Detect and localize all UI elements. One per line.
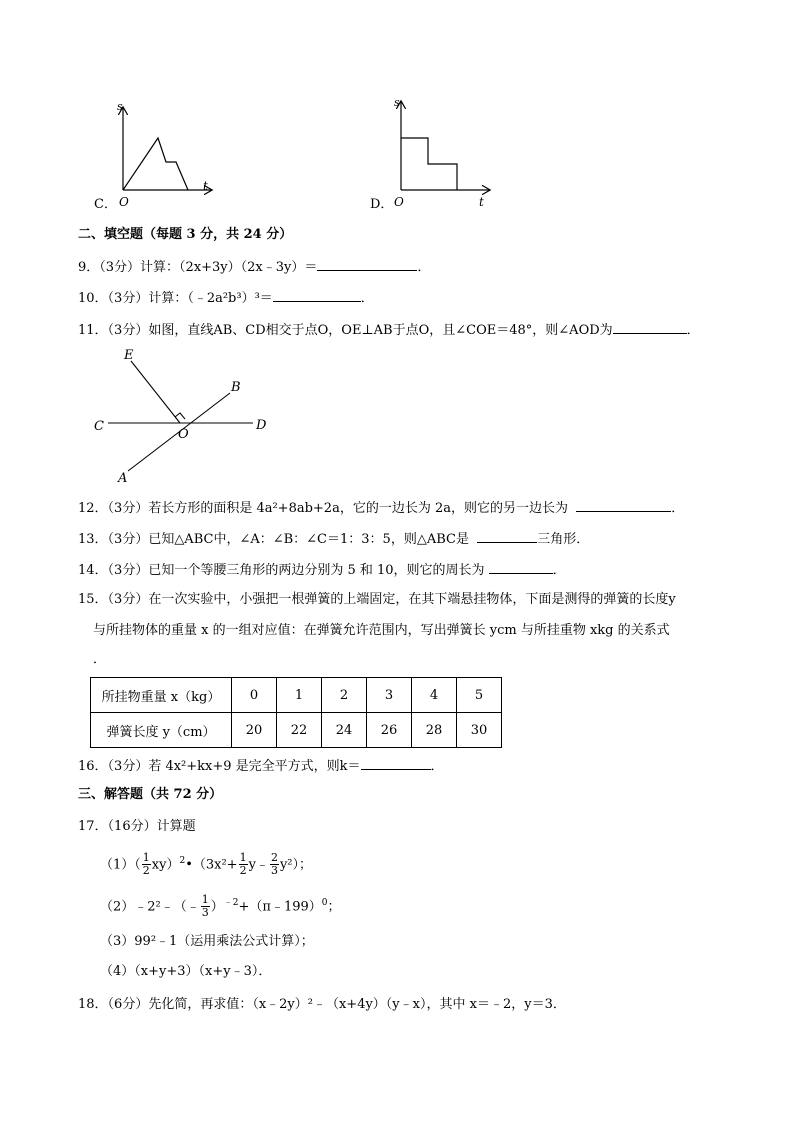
question-17-title: 17．（16分）计算题 bbox=[78, 819, 196, 834]
table-cell: 1 bbox=[277, 678, 322, 713]
q17-p1-e: y²）； bbox=[279, 857, 312, 873]
graph-c-origin: O bbox=[119, 195, 129, 209]
point-o: O bbox=[178, 427, 189, 442]
question-11 bbox=[78, 320, 700, 340]
q17-p2-c: +（π﹣199） bbox=[238, 899, 322, 915]
fraction-numerator: 1 bbox=[201, 893, 209, 907]
q17-p1-b: xy） bbox=[151, 857, 180, 873]
question-16 bbox=[78, 756, 444, 776]
fraction-denominator: 3 bbox=[201, 906, 209, 920]
table-header-weight: 所挂物重量 x（kg） bbox=[91, 678, 232, 713]
fraction bbox=[201, 894, 210, 919]
q17-p1-a: （1）（ bbox=[100, 857, 141, 873]
q17-p2-d: ； bbox=[327, 899, 341, 915]
point-d: D bbox=[256, 418, 267, 433]
graph-d bbox=[366, 98, 506, 216]
q16-end: ． bbox=[430, 759, 444, 774]
q16-answer-blank[interactable] bbox=[361, 756, 431, 770]
graph-c-axis-s: s bbox=[117, 100, 123, 113]
section-3-title: 三、解答题（共 72 分） bbox=[78, 787, 223, 802]
q9-end: ． bbox=[417, 260, 431, 275]
q12-answer-blank[interactable] bbox=[576, 498, 671, 512]
table-cell: 4 bbox=[412, 678, 457, 713]
q14-answer-blank[interactable] bbox=[489, 560, 553, 574]
section-2-title: 二、填空题（每题 3 分，共 24 分） bbox=[78, 227, 293, 242]
table-row bbox=[91, 678, 502, 713]
fraction-numerator: 1 bbox=[142, 851, 150, 865]
question-15-line3: ． bbox=[93, 652, 107, 667]
table-cell: 3 bbox=[367, 678, 412, 713]
table-cell: 30 bbox=[457, 713, 502, 748]
question-10 bbox=[78, 288, 374, 308]
q14-end: ． bbox=[552, 563, 566, 578]
graph-d-origin: O bbox=[394, 195, 404, 209]
table-cell: 24 bbox=[322, 713, 367, 748]
table-cell: 26 bbox=[367, 713, 412, 748]
q17-p2-exp2: 0 bbox=[321, 898, 328, 908]
question-18: 18．（6分）先化简，再求值：（x﹣2y）²﹣（x+4y）（y﹣x），其中 x＝﹣2，y＝3． bbox=[78, 997, 566, 1012]
q17-part-3: （3）99²﹣1（运用乘法公式计算）； bbox=[100, 934, 314, 949]
fraction-denominator: 2 bbox=[142, 864, 150, 878]
graph-c-curve bbox=[123, 138, 188, 190]
q14-text: 14．（3分）已知一个等腰三角形的两边分别为 5 和 10，则它的周长为 bbox=[78, 563, 485, 578]
q12-end: ． bbox=[671, 501, 685, 516]
q10-answer-blank[interactable] bbox=[273, 288, 361, 302]
q17-part-2 bbox=[100, 888, 341, 922]
point-e: E bbox=[124, 348, 134, 363]
fraction-denominator: 2 bbox=[239, 864, 247, 878]
graph-c-axis-t: t bbox=[203, 179, 208, 193]
point-c: C bbox=[94, 419, 104, 434]
spring-table bbox=[90, 677, 502, 748]
table-cell: 2 bbox=[322, 678, 367, 713]
point-b: B bbox=[231, 380, 241, 395]
question-14 bbox=[78, 560, 566, 580]
q13-answer-blank[interactable] bbox=[477, 529, 537, 543]
fraction bbox=[270, 852, 279, 877]
fraction-numerator: 2 bbox=[270, 851, 278, 865]
table-row bbox=[91, 713, 502, 748]
q11-answer-blank[interactable] bbox=[613, 320, 687, 334]
question-12 bbox=[78, 498, 684, 518]
q9-text: 9．（3分）计算：（2x+3y）（2x﹣3y）＝ bbox=[78, 260, 318, 275]
q17-p1-d: y﹣ bbox=[248, 857, 269, 873]
q11-text: 11．（3分）如图，直线AB、CD相交于点O，OE⊥AB于点O，且∠COE＝48°，则∠AOD为 bbox=[78, 323, 613, 338]
q16-text: 16．（3分）若 4x²+kx+9 是完全平方式，则k＝ bbox=[78, 759, 361, 774]
q17-part-4: （4）（x+y+3）（x+y﹣3）． bbox=[100, 964, 272, 979]
q17-p1-exp: 2 bbox=[179, 856, 186, 866]
point-a: A bbox=[118, 471, 128, 486]
fraction-numerator: 1 bbox=[239, 851, 247, 865]
figure-11 bbox=[88, 343, 288, 488]
graph-d-curve bbox=[401, 138, 457, 190]
q13-tail: 三角形． bbox=[537, 532, 590, 547]
question-9 bbox=[78, 257, 430, 277]
q12-text: 12．（3分）若长方形的面积是 4a²+8ab+2a，它的一边长为 2a，则它的另一边长为 bbox=[78, 501, 568, 516]
q17-p2-exp: ﹣2 bbox=[223, 898, 239, 908]
q17-p2-a: （2）﹣2²﹣（﹣ bbox=[100, 899, 200, 915]
table-cell: 5 bbox=[457, 678, 502, 713]
fraction bbox=[142, 852, 151, 877]
graph-c-label: C． bbox=[94, 197, 117, 212]
q17-p1-c: •（3x²+ bbox=[185, 857, 238, 873]
question-13 bbox=[78, 529, 589, 549]
table-header-length: 弹簧长度 y（cm） bbox=[91, 713, 232, 748]
table-cell: 0 bbox=[232, 678, 277, 713]
graph-c bbox=[88, 98, 228, 216]
q10-end: ． bbox=[360, 291, 374, 306]
q13-text: 13．（3分）已知△ABC中，∠A：∠B：∠C＝1：3：5，则△ABC是 bbox=[78, 532, 469, 547]
q10-text: 10．（3分）计算：（﹣2a²b³）³＝ bbox=[78, 291, 273, 306]
fraction bbox=[239, 852, 248, 877]
q17-part-1 bbox=[100, 846, 312, 880]
graph-d-axis-t: t bbox=[479, 195, 484, 209]
question-15-line1: 15．（3分）在一次实验中，小强把一根弹簧的上端固定，在其下端悬挂物体，下面是测得的弹簧的长度y bbox=[78, 592, 676, 607]
table-cell: 20 bbox=[232, 713, 277, 748]
question-15-line2: 与所挂物体的重量 x 的一组对应值：在弹簧允许范围内，写出弹簧长 ycm 与所挂重物 xkg 的关系式 bbox=[93, 623, 670, 638]
q11-end: ． bbox=[686, 323, 700, 338]
ray-oe bbox=[131, 361, 180, 423]
table-cell: 28 bbox=[412, 713, 457, 748]
q9-answer-blank[interactable] bbox=[317, 257, 417, 271]
table-cell: 22 bbox=[277, 713, 322, 748]
graph-d-label: D． bbox=[370, 197, 394, 212]
fraction-denominator: 3 bbox=[270, 864, 278, 878]
q17-p2-b: ） bbox=[210, 899, 224, 915]
graph-d-axis-s: s bbox=[394, 98, 400, 109]
